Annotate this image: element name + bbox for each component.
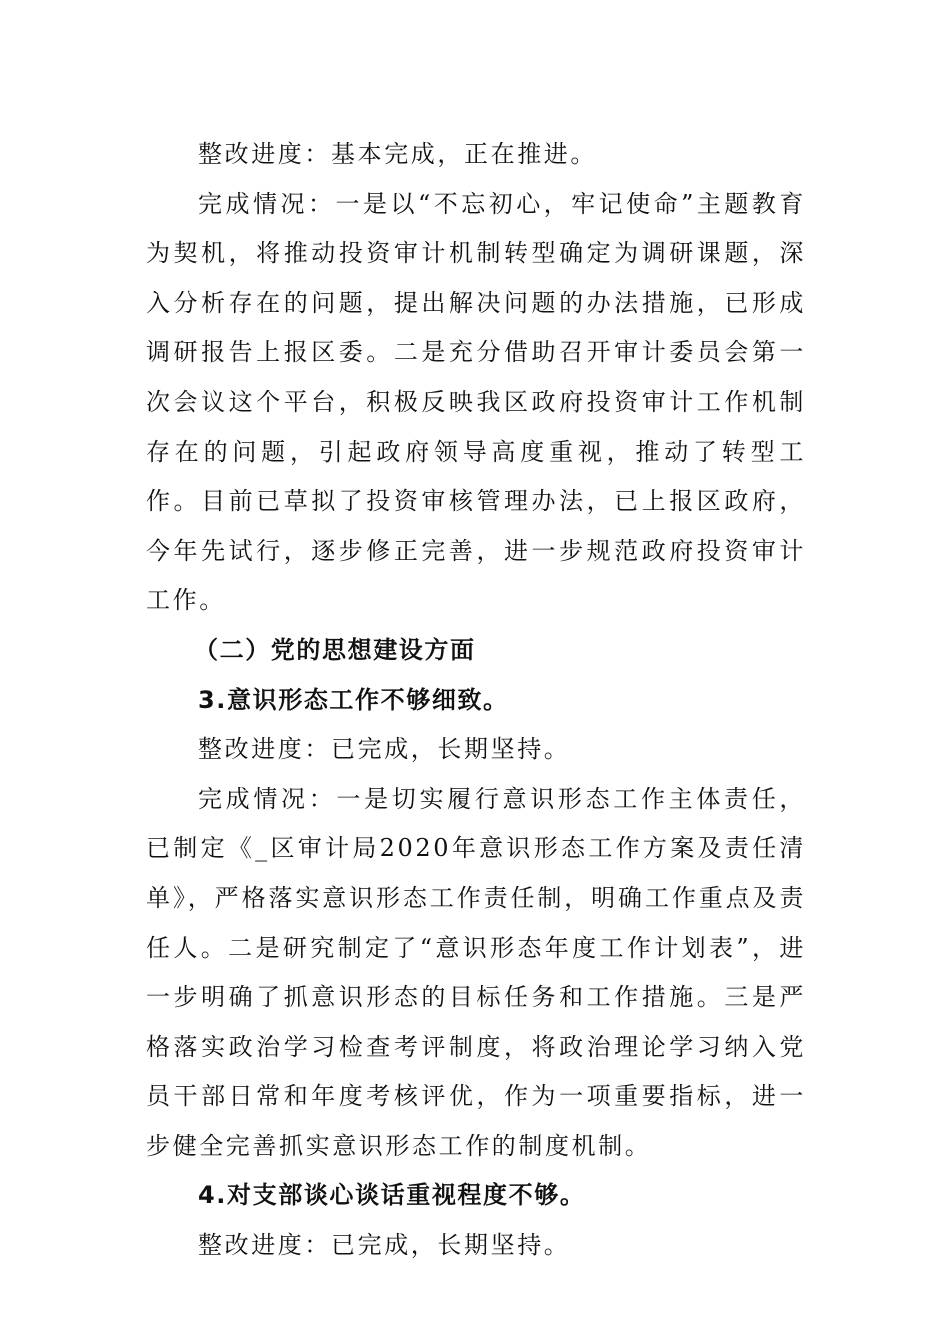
item-heading-3: 3.意识形态工作不够细致。 bbox=[198, 685, 509, 714]
progress-paragraph-4: 整改进度：已完成，长期坚持。 bbox=[198, 1231, 571, 1260]
progress-paragraph-1: 整改进度：基本完成，正在推进。 bbox=[198, 140, 597, 168]
item-heading-4: 4.对支部谈心谈话重视程度不够。 bbox=[198, 1181, 586, 1210]
completion-paragraph-1: 完成情况：一是以“不忘初心，牢记使命”主题教育为契机，将推动投资审计机制转型确定为调研课题，深入分析存在的问题，提出解决问题的办法措施，已形成调研报告上报区委。二是充分借助召开审计委员会第一次会议这个平台，积极反映我区政府投资审计工作机制存在的问题，引起政府领导高度重视，推动了转型工作。目前已草拟了投资审核管理办法，已上报区政府，今年先试行，逐步修正完善，进一步规范政府投资审计工作。 bbox=[146, 189, 806, 615]
progress-paragraph-3: 整改进度：已完成，长期坚持。 bbox=[198, 735, 571, 764]
section-heading-ideology: （二）党的思想建设方面 bbox=[194, 635, 476, 664]
document-body bbox=[146, 130, 806, 1271]
completion-paragraph-3: 完成情况：一是切实履行意识形态工作主体责任，已制定《_区审计局2020年意识形态工作方案及责任清单》，严格落实意识形态工作责任制，明确工作重点及责任人。二是研究制定了“意识形态年度工作计划表”，进一步明确了抓意识形态的目标任务和工作措施。三是严格落实政治学习检查考评制度，将政治理论学习纳入党员干部日常和年度考核评优，作为一项重要指标，进一步健全完善抓实意识形态工作的制度机制。 bbox=[146, 784, 806, 1160]
